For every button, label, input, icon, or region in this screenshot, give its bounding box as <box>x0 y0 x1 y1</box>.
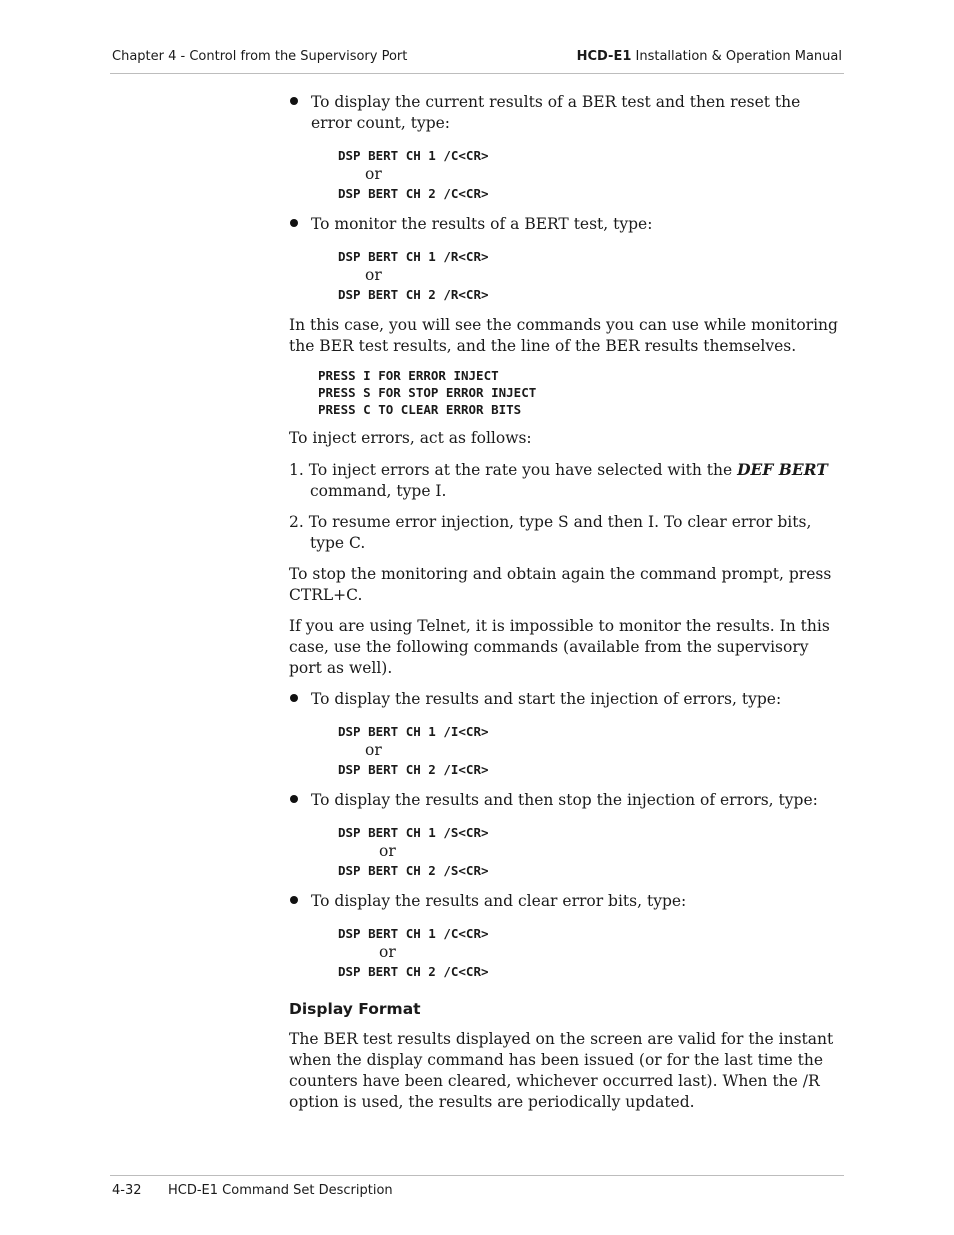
command-line: DSP BERT CH 1 /R<CR> <box>338 249 489 264</box>
paragraph: The BER test results displayed on the screen are valid for the instant when the display command has been issued (or for the last time the counters have been cleared, whichever occurred last). When the /R option is used, the results are periodically updated. <box>289 1030 834 1111</box>
command-line: DSP BERT CH 1 /C<CR> <box>338 148 489 163</box>
bullet-icon <box>290 694 298 702</box>
code-block <box>338 146 845 203</box>
page-content <box>289 92 845 1123</box>
page-number: 4-32 <box>112 1183 142 1198</box>
code-block <box>338 924 845 981</box>
running-footer-section: HCD-E1 Command Set Description <box>168 1183 393 1198</box>
bullet-item: To display the current results of a BER test and then reset the error count, type: <box>289 92 845 134</box>
or-separator: or <box>365 741 382 759</box>
bullet-icon <box>290 896 298 904</box>
numbered-step: 1. To inject errors at the rate you have selected with the DEF BERT command, type I. <box>289 460 828 500</box>
code-block <box>338 247 845 304</box>
code-block <box>338 722 845 779</box>
header-rule <box>110 73 844 74</box>
monitor-prompt-lines: PRESS I FOR ERROR INJECT PRESS S FOR STOP ERROR INJECT PRESS C TO CLEAR ERROR BITS <box>318 368 537 417</box>
command-line: DSP BERT CH 1 /C<CR> <box>338 926 489 941</box>
paragraph: If you are using Telnet, it is impossible to monitor the results. In this case, use the following commands (available from the supervisory port as well). <box>289 617 830 677</box>
command-line: DSP BERT CH 2 /S<CR> <box>338 863 489 878</box>
running-header-manual <box>577 49 842 65</box>
bullet-item: To display the results and start the injection of errors, type: <box>289 689 845 710</box>
footer-rule <box>110 1175 844 1176</box>
code-block <box>338 823 845 880</box>
or-separator: or <box>365 266 382 284</box>
or-separator: or <box>379 943 396 961</box>
or-separator: or <box>379 842 396 860</box>
command-line: DSP BERT CH 1 /I<CR> <box>338 724 489 739</box>
bullet-icon <box>290 97 298 105</box>
paragraph: To inject errors, act as follows: <box>289 429 532 447</box>
numbered-step: 2. To resume error injection, type S and then I. To clear error bits, type C. <box>289 513 812 552</box>
command-line: DSP BERT CH 2 /C<CR> <box>338 186 489 201</box>
bullet-item: To monitor the results of a BERT test, type: <box>289 214 845 235</box>
command-line: DSP BERT CH 2 /R<CR> <box>338 287 489 302</box>
paragraph: To stop the monitoring and obtain again the command prompt, press CTRL+C. <box>289 565 832 604</box>
product-name: HCD-E1 <box>576 49 632 64</box>
paragraph: In this case, you will see the commands you can use while monitoring the BER test results, and the line of the BER results themselves. <box>289 316 838 355</box>
command-line: DSP BERT CH 2 /I<CR> <box>338 762 489 777</box>
command-line: DSP BERT CH 2 /C<CR> <box>338 964 489 979</box>
section-heading: Display Format <box>289 1000 421 1018</box>
bullet-icon <box>290 795 298 803</box>
bullet-icon <box>290 219 298 227</box>
bullet-item: To display the results and clear error bits, type: <box>289 891 845 912</box>
manual-title: Installation & Operation Manual <box>631 49 842 64</box>
command-name: DEF BERT <box>737 460 828 479</box>
or-separator: or <box>365 165 382 183</box>
running-header-chapter: Chapter 4 - Control from the Supervisory Port <box>112 49 408 64</box>
command-line: DSP BERT CH 1 /S<CR> <box>338 825 489 840</box>
bullet-item: To display the results and then stop the injection of errors, type: <box>289 790 845 811</box>
